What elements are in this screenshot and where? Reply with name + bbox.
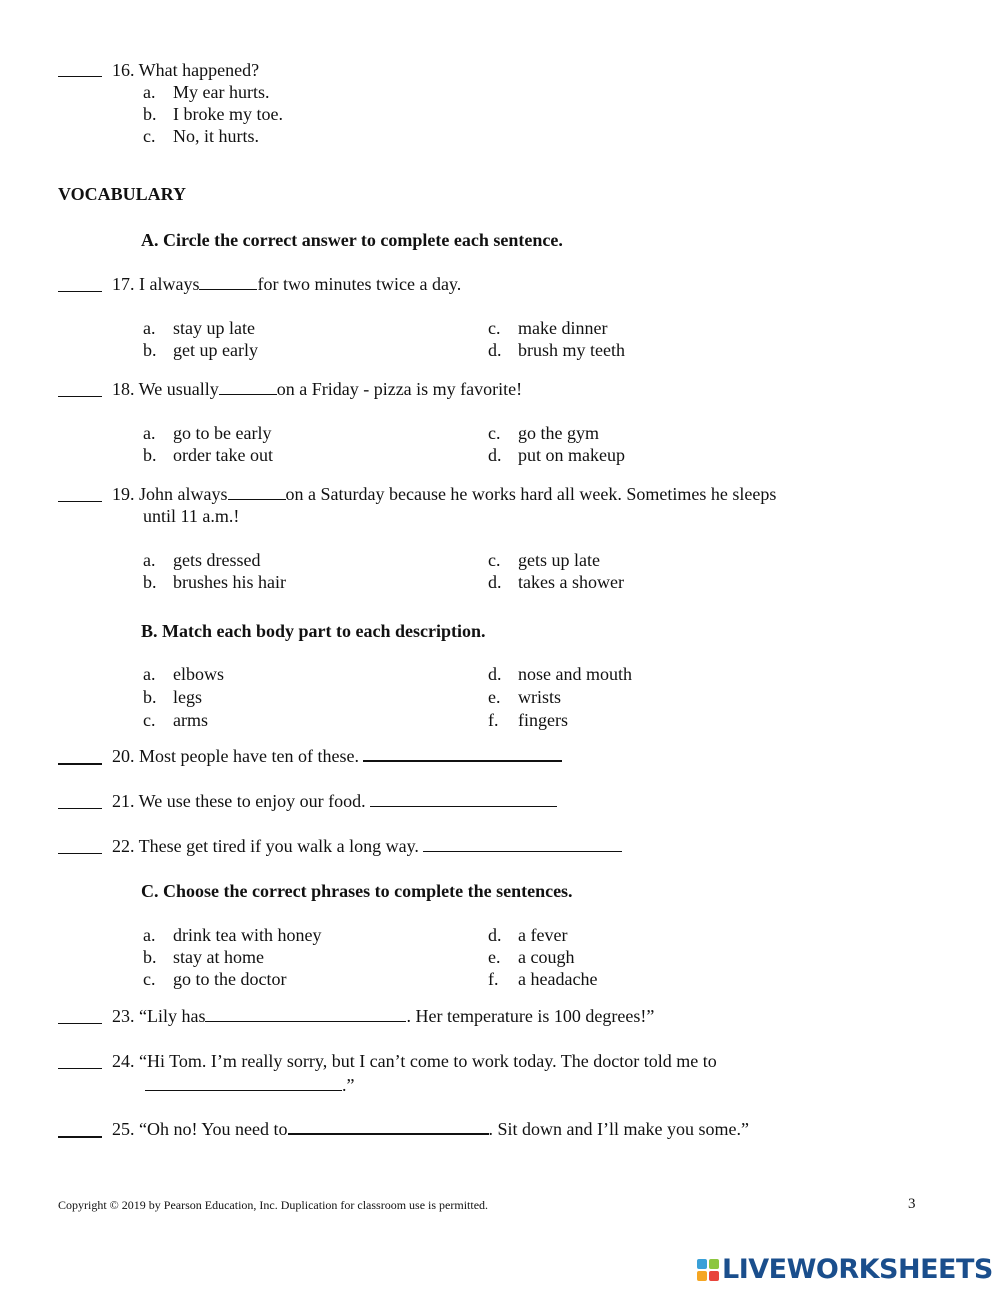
answer-blank-23[interactable] bbox=[58, 1023, 102, 1024]
logo-blocks-icon bbox=[697, 1259, 719, 1281]
question-24: 24. “Hi Tom. I’m really sorry, but I can’t come to work today. The doctor told me to bbox=[112, 1051, 717, 1071]
page-number: 3 bbox=[908, 1196, 916, 1212]
option-19b: b. brushes his hair bbox=[143, 572, 286, 592]
inline-blank-23[interactable] bbox=[205, 1007, 406, 1022]
inline-blank-20[interactable] bbox=[363, 746, 562, 762]
answer-blank-25[interactable] bbox=[58, 1136, 102, 1138]
question-18: 18. We usually on a Friday - pizza is my favorite! bbox=[112, 379, 523, 399]
inline-blank-18 bbox=[219, 380, 277, 395]
answer-blank-22[interactable] bbox=[58, 853, 102, 854]
option-c-a: a. drink tea with honey bbox=[143, 925, 322, 945]
option-b-e: e. wrists bbox=[488, 687, 562, 707]
logo-block-3 bbox=[697, 1271, 707, 1281]
option-17d: d. brush my teeth bbox=[488, 340, 625, 360]
option-16b: b. I broke my toe. bbox=[143, 104, 283, 124]
section-a-instruction: A. Circle the correct answer to complete each sentence. bbox=[141, 230, 563, 250]
option-b-b: b. legs bbox=[143, 687, 202, 707]
option-18c: c. go the gym bbox=[488, 423, 599, 443]
inline-blank-25[interactable] bbox=[288, 1119, 489, 1135]
answer-blank-16[interactable] bbox=[58, 76, 102, 77]
option-17a: a. stay up late bbox=[143, 318, 255, 338]
option-18b: b. order take out bbox=[143, 445, 273, 465]
option-b-a: a. elbows bbox=[143, 664, 224, 684]
question-21: 21. We use these to enjoy our food. bbox=[112, 790, 557, 812]
copyright-footer: Copyright © 2019 by Pearson Education, Inc. Duplication for classroom use is permitted. bbox=[58, 1198, 489, 1212]
answer-blank-19[interactable] bbox=[58, 501, 102, 502]
answer-blank-17[interactable] bbox=[58, 291, 102, 292]
question-20: 20. Most people have ten of these. bbox=[112, 745, 562, 767]
logo-block-2 bbox=[709, 1259, 719, 1269]
question-19-line2: until 11 a.m.! bbox=[143, 506, 240, 526]
option-c-f: f. a headache bbox=[488, 969, 598, 989]
option-c-c: c. go to the doctor bbox=[143, 969, 287, 989]
logo-block-4 bbox=[709, 1271, 719, 1281]
inline-blank-22[interactable] bbox=[423, 837, 622, 852]
option-16a: a. My ear hurts. bbox=[143, 82, 270, 102]
answer-blank-21[interactable] bbox=[58, 808, 102, 809]
question-23: 23. “Lily has . Her temperature is 100 degrees!” bbox=[112, 1006, 655, 1026]
option-c-d: d. a fever bbox=[488, 925, 568, 945]
answer-blank-20[interactable] bbox=[58, 763, 102, 765]
question-16: 16. What happened? bbox=[112, 60, 260, 80]
inline-blank-24[interactable] bbox=[145, 1076, 342, 1091]
section-c-instruction: C. Choose the correct phrases to complete the sentences. bbox=[141, 881, 573, 901]
question-24-line2: .” bbox=[145, 1074, 355, 1096]
question-22: 22. These get tired if you walk a long way. bbox=[112, 835, 622, 857]
inline-blank-21[interactable] bbox=[370, 792, 557, 807]
option-16c: c. No, it hurts. bbox=[143, 126, 260, 146]
question-17: 17. I always for two minutes twice a day. bbox=[112, 274, 462, 294]
liveworksheets-logo bbox=[697, 1255, 993, 1285]
option-18a: a. go to be early bbox=[143, 423, 272, 443]
inline-blank-19 bbox=[228, 485, 286, 500]
answer-blank-18[interactable] bbox=[58, 396, 102, 397]
vocabulary-heading: VOCABULARY bbox=[58, 184, 187, 204]
inline-blank-17 bbox=[199, 275, 257, 290]
logo-block-1 bbox=[697, 1259, 707, 1269]
option-b-d: d. nose and mouth bbox=[488, 664, 632, 684]
option-19d: d. takes a shower bbox=[488, 572, 624, 592]
option-18d: d. put on makeup bbox=[488, 445, 625, 465]
option-17c: c. make dinner bbox=[488, 318, 608, 338]
option-c-b: b. stay at home bbox=[143, 947, 264, 967]
option-b-c: c. arms bbox=[143, 710, 208, 730]
option-c-e: e. a cough bbox=[488, 947, 575, 967]
option-b-f: f. fingers bbox=[488, 710, 568, 730]
question-25: 25. “Oh no! You need to . Sit down and I’ll make you some.” bbox=[112, 1119, 749, 1139]
option-19a: a. gets dressed bbox=[143, 550, 261, 570]
question-19: 19. John always on a Saturday because he works hard all week. Sometimes he sleeps bbox=[112, 484, 777, 504]
option-17b: b. get up early bbox=[143, 340, 258, 360]
option-19c: c. gets up late bbox=[488, 550, 600, 570]
answer-blank-24[interactable] bbox=[58, 1068, 102, 1069]
section-b-instruction: B. Match each body part to each description. bbox=[141, 621, 486, 641]
logo-text: LIVEWORKSHEETS bbox=[722, 1254, 993, 1285]
